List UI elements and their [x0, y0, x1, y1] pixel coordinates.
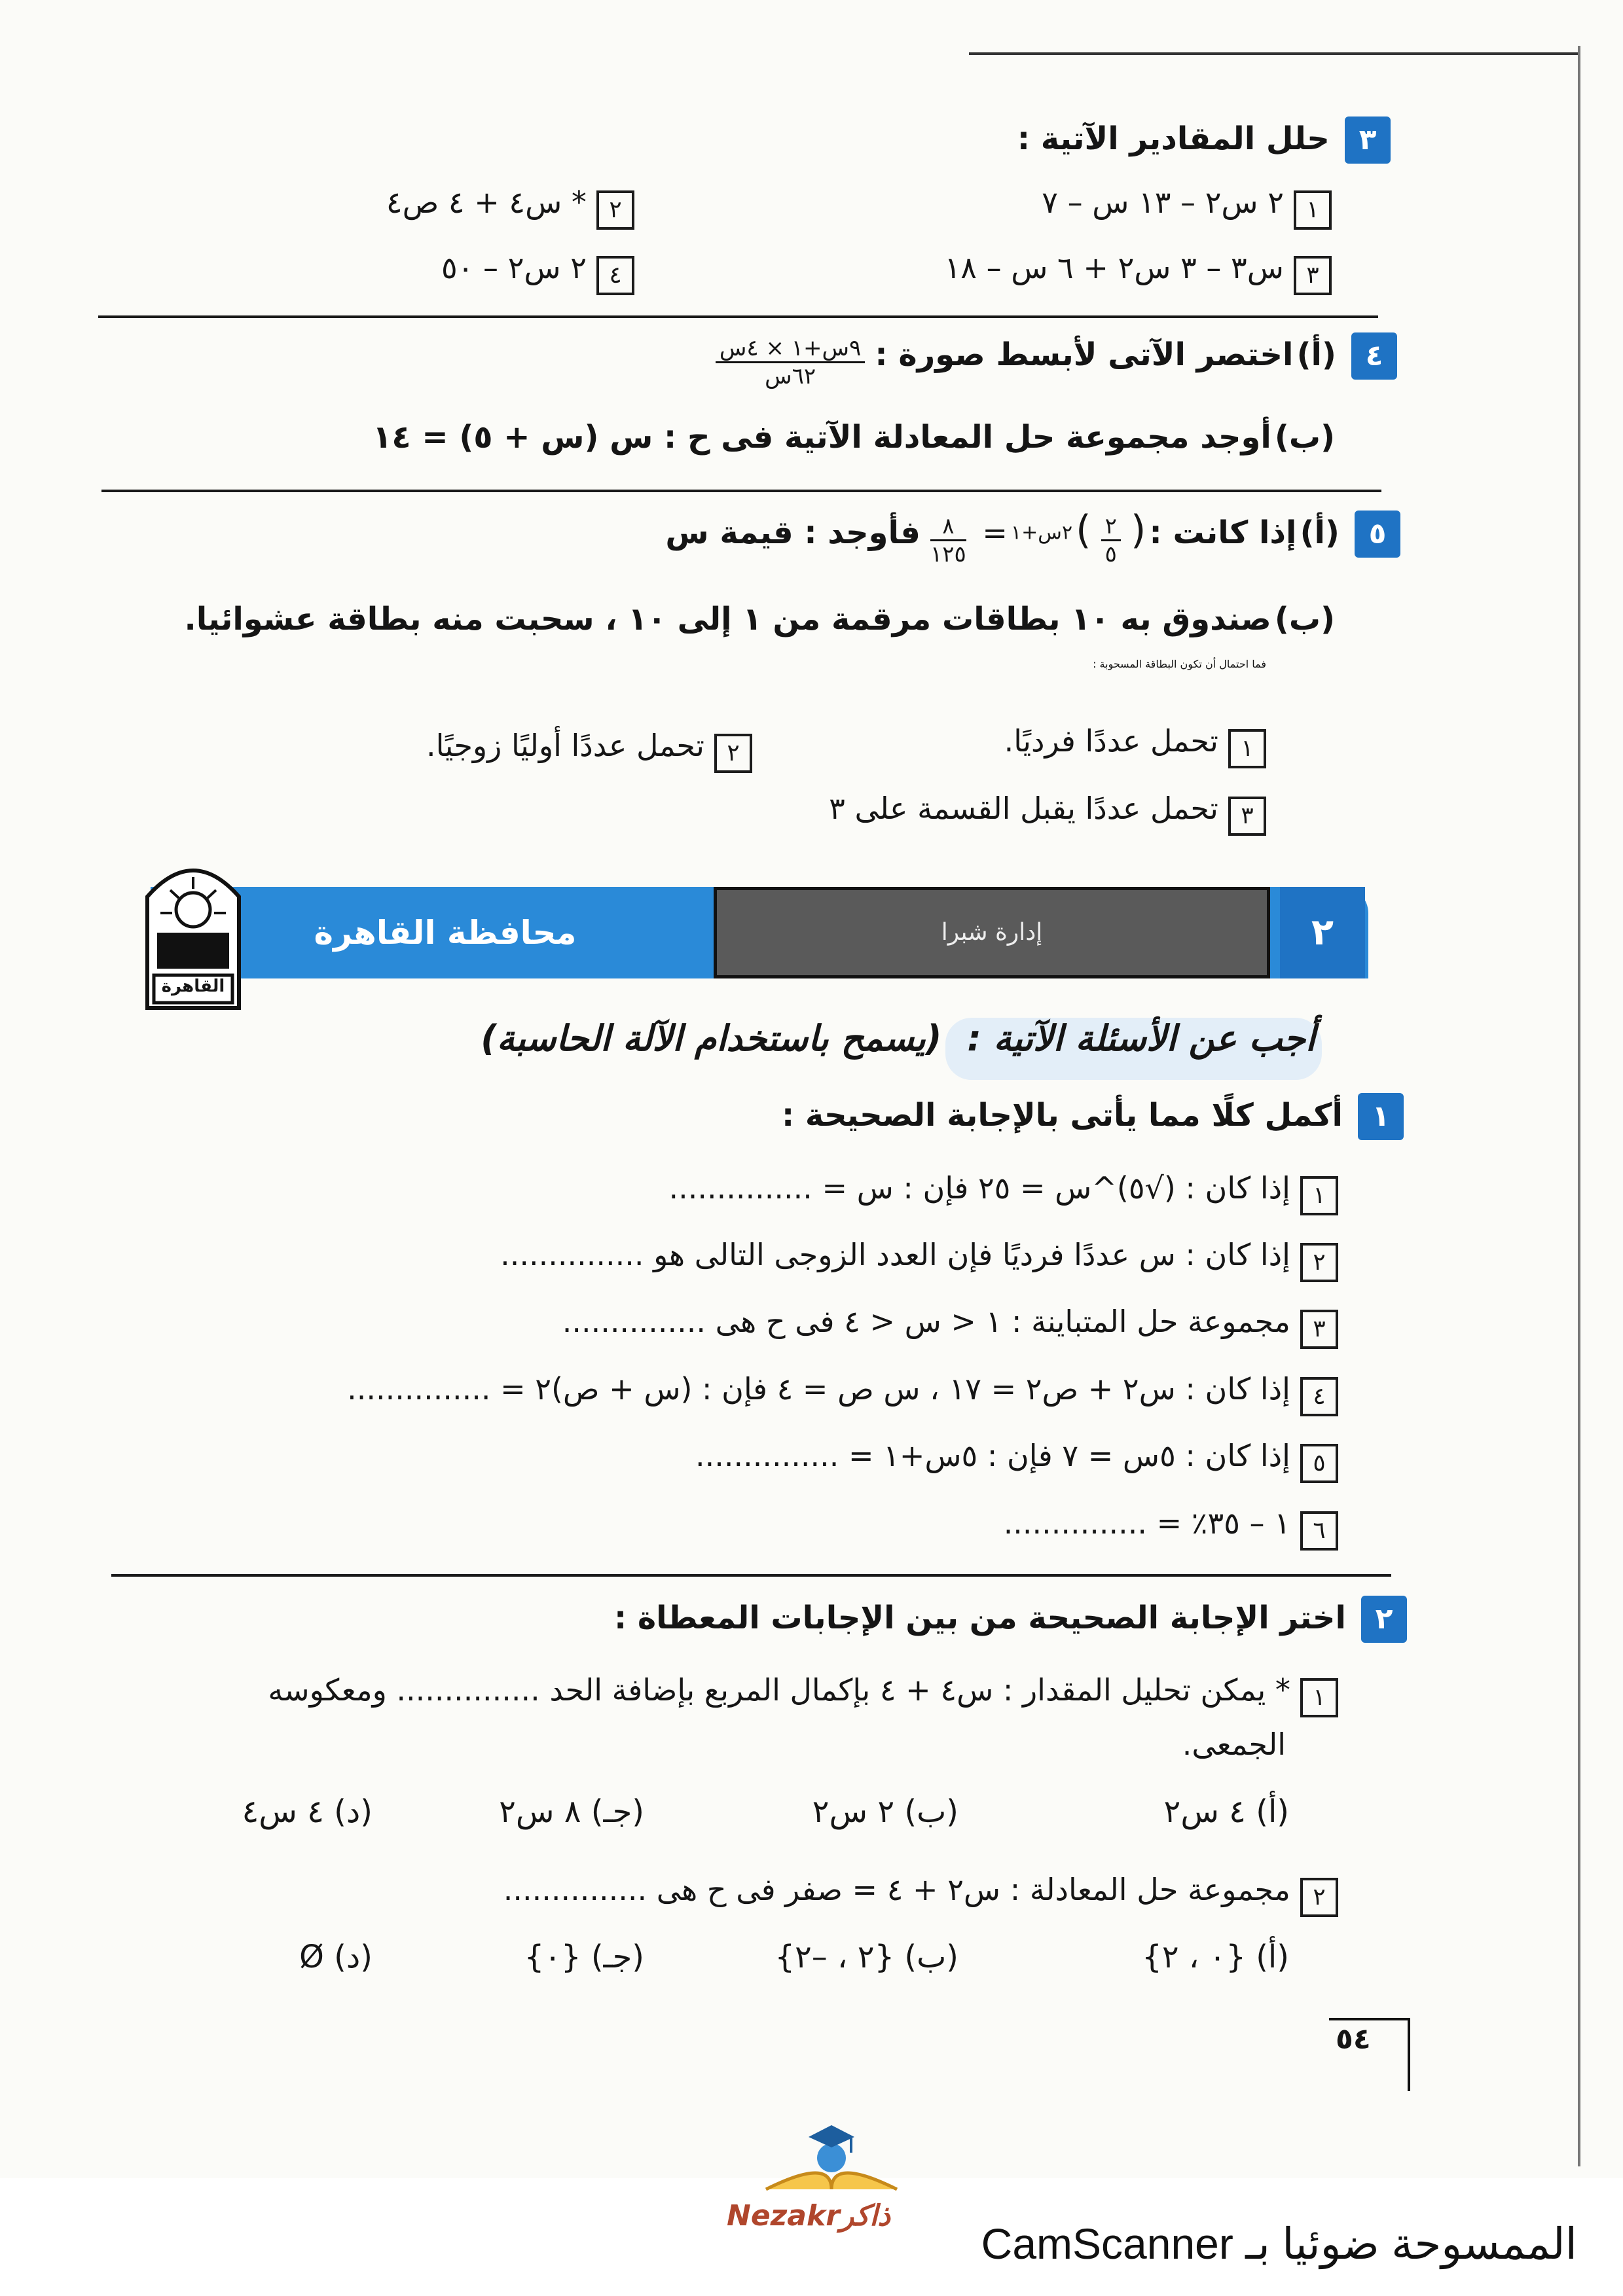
page-number-rule — [1329, 2018, 1410, 2020]
administration-name: إدارة شبرا — [941, 919, 1043, 946]
part-label: (أ) — [1300, 514, 1340, 551]
s2-q1-option-b[interactable]: (ب) ٢ س٢ — [812, 1793, 958, 1830]
item-number: ٤ — [1300, 1377, 1338, 1416]
item-number: ١ — [1300, 1678, 1338, 1717]
answer-header-main: أجب عن الأسئلة الآتية : — [967, 1018, 1315, 1059]
divider — [101, 490, 1381, 492]
fraction-numerator: ٨ — [930, 513, 966, 541]
q3-number: ٣ — [1345, 117, 1391, 164]
cairo-seal-logo — [141, 851, 246, 1011]
s2-q2-option-a[interactable]: (أ) {٠ ، ٢} — [1142, 1939, 1289, 1975]
q5-item-1 — [1004, 723, 1266, 768]
s2-q1-option-d[interactable]: (د) ٤ س٤ — [242, 1793, 373, 1830]
q5-exponent: ٢س+١ — [1011, 521, 1073, 545]
s2-header — [614, 1596, 1407, 1643]
s2-q2-option-b[interactable]: (ب) {٢ ، –٢} — [775, 1939, 958, 1975]
page-edge — [1578, 46, 1580, 2166]
item-number: ٢ — [1300, 1243, 1338, 1282]
q5-a-text2: فأوجد : قيمة س — [665, 514, 921, 551]
item-number: ١ — [1300, 1176, 1338, 1215]
graduate-book-icon — [753, 2111, 910, 2202]
fraction-numerator: ٩س+١ × ٤س — [716, 335, 865, 363]
q5-a-text1: إذا كانت : — [1149, 514, 1297, 551]
camscanner-watermark: الممسوحة ضوئيا بـ CamScanner — [981, 2219, 1577, 2268]
s1-title: أكمل كلًا مما يأتى بالإجابة الصحيحة : — [781, 1097, 1343, 1134]
s2-q2-option-c[interactable]: (جـ) {٠} — [524, 1939, 644, 1975]
q5-rhs-fraction — [930, 513, 966, 567]
q5-number: ٥ — [1355, 511, 1400, 558]
page-number: ٥٤ — [1336, 2022, 1371, 2056]
item-text: ٢ س٢ – ١٣ س – ٧ — [1042, 185, 1284, 220]
s1-header — [782, 1093, 1404, 1140]
s2-q1-line2: الجمعى. — [1182, 1727, 1286, 1762]
part-label: (ب) — [1274, 601, 1335, 637]
item-text: * س٤ + ٤ ص٤ — [386, 185, 587, 220]
item-number: ٥ — [1300, 1444, 1338, 1483]
governorate-name: محافظة القاهرة — [314, 914, 577, 952]
s2-q1 — [268, 1672, 1338, 1717]
item-number: ٣ — [1300, 1310, 1338, 1349]
answer-header-note: (يسمح باستخدام الآلة الحاسبة) — [481, 1018, 942, 1059]
q4-b-text: أوجد مجموعة حل المعادلة الآتية فى ح : س (س + ٥) = ١٤ — [373, 419, 1271, 456]
q4-fraction — [716, 335, 865, 389]
top-rule — [969, 52, 1578, 55]
item-text: إذا كان : ٥س = ٧ فإن : ٥س+١ = ............... — [695, 1438, 1290, 1473]
fraction-denominator: ٥ — [1104, 541, 1117, 567]
item-number: ١ — [1228, 729, 1266, 768]
q3-item-1 — [1042, 185, 1332, 230]
item-text: ٢ س٢ – ٥٠ — [441, 250, 587, 285]
s2-title: اختر الإجابة الصحيحة من بين الإجابات المعطاة : — [613, 1600, 1346, 1636]
fraction-numerator: ٢ — [1101, 513, 1121, 541]
q5-part-b — [184, 601, 1335, 637]
item-number: ٦ — [1300, 1511, 1338, 1551]
nezakr-logo-text: Nezakrذاكر — [727, 2199, 890, 2233]
s1-item-2 — [500, 1237, 1338, 1282]
answer-header — [481, 1018, 1315, 1059]
item-text: إذا كان : س٢ + ص٢ = ١٧ ، س ص = ٤ فإن : (س + ص)٢ = ............... — [347, 1371, 1290, 1407]
q3-header — [1017, 117, 1391, 164]
q3-title: حلل المقادير الآتية : — [1017, 120, 1330, 157]
q5-item-2 — [426, 728, 752, 773]
q3-item-2 — [386, 185, 634, 230]
item-text: س٣ – ٣ س٢ + ٦ س – ١٨ — [944, 250, 1284, 285]
item-number: ٣ — [1294, 256, 1332, 295]
paren-open: ( — [1131, 507, 1146, 553]
s2-q1-line1: * يمكن تحليل المقدار : س٤ + ٤ بإكمال المربع بإضافة الحد ............... ومعكوسه — [268, 1672, 1290, 1708]
item-text: ١ – ٣٥٪ = ............... — [1003, 1505, 1290, 1541]
s1-item-6 — [1004, 1505, 1338, 1551]
fraction-denominator: ١٢٥ — [930, 541, 966, 567]
item-number: ٣ — [1228, 797, 1266, 836]
item-text: إذا كان : س عددًا فرديًا فإن العدد الزوجى التالى هو ............... — [500, 1237, 1290, 1272]
s2-number: ٢ — [1361, 1596, 1407, 1643]
q5-base-fraction — [1101, 513, 1121, 567]
q4-part-b — [373, 419, 1335, 456]
q5-item-3 — [829, 791, 1266, 836]
equals-sign: = — [972, 515, 1008, 550]
item-number: ٢ — [596, 190, 634, 230]
item-number: ٢ — [1300, 1878, 1338, 1917]
s1-item-5 — [695, 1438, 1338, 1483]
item-number: ٤ — [596, 256, 634, 295]
nezakr-logo — [753, 2111, 910, 2202]
q5-part-a — [665, 507, 1400, 567]
exam-banner — [151, 880, 1365, 978]
s2-q1-option-a[interactable]: (أ) ٤ س٢ — [1163, 1793, 1289, 1830]
seal-text: القاهرة — [161, 977, 225, 996]
item-number: ١ — [1294, 190, 1332, 230]
q3-item-4 — [441, 250, 634, 295]
part-label: (ب) — [1274, 419, 1335, 456]
item-text: تحمل عددًا يقبل القسمة على ٣ — [829, 791, 1218, 826]
q5-b-line2: فما احتمال أن تكون البطاقة المسحوبة : — [1093, 658, 1266, 670]
item-text: مجموعة حل المتباينة : ١ < س < ٤ فى ح هى ............... — [562, 1304, 1290, 1339]
fraction-denominator: ٦٢س — [765, 363, 816, 389]
item-text: تحمل عددًا فرديًا. — [1004, 723, 1218, 759]
s2-q1-option-c[interactable]: (جـ) ٨ س٢ — [499, 1793, 644, 1830]
part-label: (أ) — [1296, 336, 1336, 373]
q4-a-text: اختصر الآتى لأبسط صورة : — [875, 336, 1294, 373]
q5-b-line1: صندوق به ١٠ بطاقات مرقمة من ١ إلى ١٠ ، سحبت منه بطاقة عشوائيا. — [184, 601, 1271, 637]
s1-item-4 — [347, 1371, 1338, 1416]
exam-number: ٢ — [1280, 887, 1365, 978]
divider — [111, 1574, 1391, 1577]
s1-number: ١ — [1358, 1093, 1404, 1140]
item-text: إذا كان : (√٥)^س = ٢٥ فإن : س = ............... — [668, 1170, 1290, 1206]
q4-number: ٤ — [1351, 332, 1397, 380]
s1-item-1 — [669, 1170, 1338, 1215]
s2-q2 — [503, 1872, 1338, 1917]
item-number: ٢ — [714, 734, 752, 773]
q4-part-a — [709, 332, 1397, 389]
divider — [98, 315, 1378, 318]
s2-q2-option-d[interactable]: (د) Ø — [299, 1939, 373, 1975]
s1-item-3 — [562, 1304, 1338, 1349]
q3-item-3 — [945, 250, 1332, 295]
item-text: تحمل عددًا أوليًا زوجيًا. — [426, 728, 704, 763]
s2-q2-text: مجموعة حل المعادلة : س٢ + ٤ = صفر فى ح هى ............... — [503, 1872, 1290, 1907]
paren-close: ) — [1076, 507, 1091, 553]
page-number-rule-vertical — [1408, 2019, 1410, 2091]
